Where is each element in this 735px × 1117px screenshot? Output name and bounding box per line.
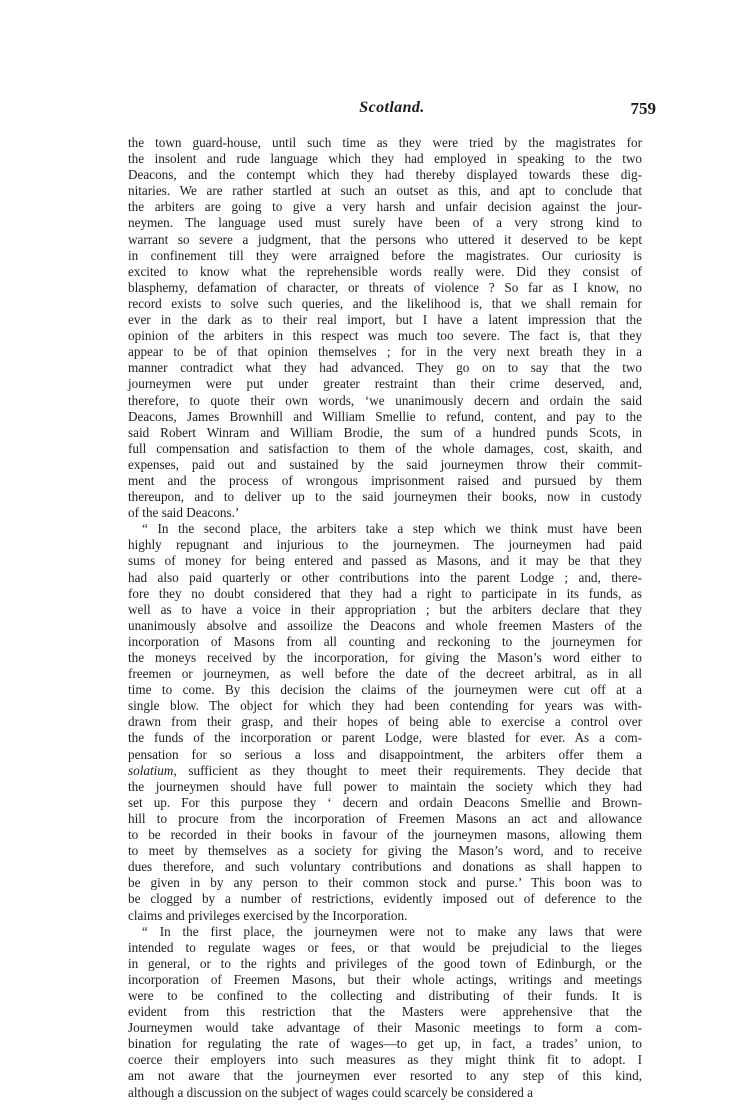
running-header bbox=[128, 99, 656, 123]
text-line: freemen or journeymen, as well before the date of the decreet arbitral, as in all bbox=[128, 666, 642, 682]
text-line: be given in by any person to their common stock and purse.’ This boon was to bbox=[128, 875, 642, 891]
text-line: well as to have a voice in their appropriation ; but the arbiters declare that they bbox=[128, 601, 642, 617]
text-line: the funds of the incorporation or parent Lodge, were blasted for ever. As a com- bbox=[128, 730, 642, 746]
text-line: record exists to solve such queries, and the likelihood is, that we shall remain for bbox=[128, 295, 642, 311]
text-line: thereupon, and to deliver up to the said journeymen their books, now in custody bbox=[128, 489, 642, 505]
text-line: manner contradict what they had advanced. They go on to say that the two bbox=[128, 360, 642, 376]
text-line: Deacons, and the contempt which they had thereby displayed towards these dig- bbox=[128, 167, 642, 183]
text-line: ment and the process of wrongous imprisonment raised and pursued by them bbox=[128, 472, 642, 488]
body-text bbox=[128, 135, 642, 1101]
text-line: dues therefore, and such voluntary contributions and donations as shall happen to bbox=[128, 859, 642, 875]
text-line: pensation for so serious a loss and disappointment, the arbiters offer them a bbox=[128, 746, 642, 762]
text-line: to be recorded in their books in favour of the journeymen masons, allowing them bbox=[128, 827, 642, 843]
text-line: said Robert Winram and William Brodie, the sum of a hundred punds Scots, in bbox=[128, 424, 642, 440]
text-line: incorporation of Masons from all counting and reckoning to the journeymen for bbox=[128, 633, 642, 649]
text-line: Deacons, James Brownhill and William Smellie to refund, content, and pay to the bbox=[128, 408, 642, 424]
text-line: am not aware that the journeymen ever resorted to any step of this kind, bbox=[128, 1068, 642, 1084]
text-line: although a discussion on the subject of wages could scarcely be considered a bbox=[128, 1084, 534, 1100]
text-line: full compensation and satisfaction to them of the whole damages, cost, skaith, and bbox=[128, 440, 642, 456]
text-line: in confinement till they were arraigned before the magistrates. Our curiosity is bbox=[128, 247, 642, 263]
text-line: be clogged by a number of restrictions, evidently imposed out of deference to the bbox=[128, 891, 642, 907]
text-line: therefore, to quote their own words, ‘we unanimously decern and ordain the said bbox=[128, 392, 642, 408]
text-line: highly repugnant and injurious to the journeymen. The journeymen had paid bbox=[128, 537, 642, 553]
text-line: had also paid quarterly or other contributions into the parent Lodge ; and, there- bbox=[128, 569, 642, 585]
paragraph bbox=[128, 521, 642, 923]
text-line: time to come. By this decision the claims of the journeymen were cut off at a bbox=[128, 682, 642, 698]
text-line: the moneys received by the incorporation, for giving the Mason’s word either to bbox=[128, 650, 642, 665]
text-line: set up. For this purpose they ‘ decern and ordain Deacons Smellie and Brown- bbox=[128, 794, 642, 810]
text-line: the town guard-house, until such time as they were tried by the magistrates for bbox=[128, 135, 642, 150]
text-line: single blow. The object for which they had been contending for years was with- bbox=[128, 698, 642, 714]
running-title: Scotland. bbox=[359, 99, 425, 116]
page-number: 759 bbox=[630, 99, 656, 118]
text-line: the journeymen should have full power to maintain the society which they had bbox=[128, 778, 642, 794]
text-line: the insolent and rude language which they had employed in speaking to the two bbox=[128, 151, 642, 167]
text-line: of the said Deacons.’ bbox=[128, 505, 240, 521]
text-line: nitaries. We are rather startled at such an outset as this, and apt to conclude that bbox=[128, 183, 642, 199]
text-line: ever in the dark as to their real import, but I have a latent impression that the bbox=[128, 312, 642, 328]
text-line: hill to procure from the incorporation of Freemen Masons an act and allowance bbox=[128, 810, 642, 826]
text-line: blasphemy, defamation of character, or threats of violence ? So far as I know, no bbox=[128, 279, 642, 295]
text-line: incorporation of Freemen Masons, but their whole actings, writings and meetings bbox=[128, 971, 642, 987]
text-line: solatium, sufficient as they thought to meet their requirements. They decide that bbox=[128, 762, 642, 778]
text-line: excited to know what the reprehensible words really were. Did they consist of bbox=[128, 263, 642, 279]
text-line: bination for regulating the rate of wages—to get up, in fact, a trades’ union, to bbox=[128, 1036, 642, 1052]
text-line: evident from this restriction that the Masters were apprehensive that the bbox=[128, 1004, 642, 1020]
text-line: intended to regulate wages or fees, or that would be prejudicial to the lieges bbox=[128, 939, 642, 955]
text-line: the arbiters are going to give a very harsh and unfair decision against the jour- bbox=[128, 199, 642, 215]
text-line: expenses, paid out and sustained by the said journeymen throw their commit- bbox=[128, 456, 642, 472]
text-line: appear to be of that opinion themselves ; for in the very next breath they in a bbox=[128, 344, 642, 360]
text-line: were to be confined to the collecting and distributing of their funds. It is bbox=[128, 987, 642, 1003]
paragraph bbox=[128, 135, 642, 521]
text-line: drawn from their grasp, and their hopes of being able to exercise a control over bbox=[128, 714, 642, 730]
text-line: fore they no doubt considered that they had a right to participate in its funds, as bbox=[128, 585, 642, 601]
text-line: in general, or to the rights and privileges of the good town of Edinburgh, or the bbox=[128, 955, 642, 971]
text-line: journeymen were put under greater restraint than their crime deserved, and, bbox=[128, 376, 642, 392]
text-line: unanimously absolve and assoilize the Deacons and whole freemen Masters of the bbox=[128, 617, 642, 633]
text-line: “ In the second place, the arbiters take a step which we think must have been bbox=[142, 521, 642, 537]
text-line: “ In the first place, the journeymen were not to make any laws that were bbox=[142, 923, 642, 939]
text-line: claims and privileges exercised by the Incorporation. bbox=[128, 907, 408, 923]
text-line: warrant so severe a judgment, that the persons who uttered it deserved to be kept bbox=[128, 231, 642, 247]
text-line: to meet by themselves as a society for giving the Mason’s word, and to receive bbox=[128, 843, 642, 859]
text-line: neymen. The language used must surely have been of a very strong kind to bbox=[128, 215, 642, 231]
text-line: coerce their employers into such measures as they might think fit to adopt. I bbox=[128, 1052, 642, 1068]
text-line: Journeymen would take advantage of their Masonic meetings to form a com- bbox=[128, 1020, 642, 1036]
text-line: opinion of the arbiters in this respect was much too severe. The fact is, that they bbox=[128, 328, 642, 344]
text-line: sums of money for being entered and passed as Masons, and it may be that they bbox=[128, 553, 642, 569]
paragraph bbox=[128, 924, 642, 1101]
